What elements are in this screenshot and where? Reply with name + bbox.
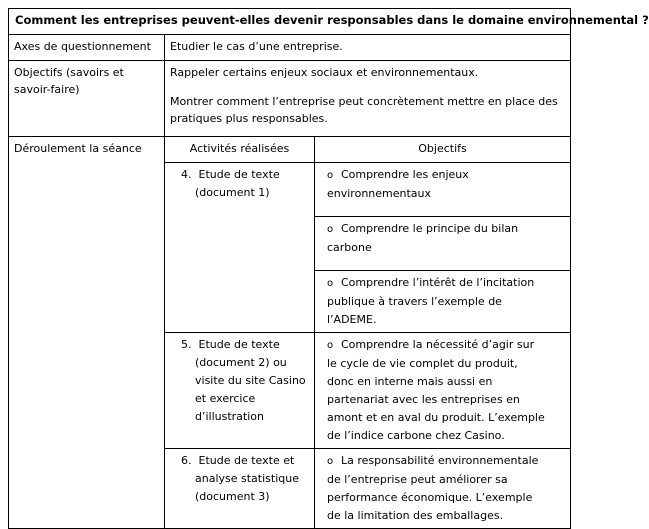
objectifs-label-line2: savoir-faire) (14, 83, 80, 96)
bullet-icon: o (327, 456, 334, 467)
objectifs-paragraph-2 (170, 93, 565, 127)
objective-line: partenariat avec les entreprises en (327, 393, 520, 406)
activity-line: (document 1) (195, 186, 270, 199)
activity-line: et exercice (195, 392, 256, 405)
activity-line: (document 2) ou (195, 356, 287, 369)
column-header-activites: Activités réalisées (165, 137, 315, 163)
objective-line: le cycle de vie complet du produit, (327, 357, 518, 370)
objectifs-value (165, 61, 571, 137)
objective-4 (315, 333, 571, 449)
objective-line: performance économique. L’exemple (327, 491, 533, 504)
objectifs-label-line1: Objectifs (savoirs et (14, 66, 124, 79)
objective-line: l’ADEME. (327, 313, 377, 326)
axes-label: Axes de questionnement (9, 35, 165, 61)
objectifs-label (9, 61, 165, 137)
objective-line: donc en interne mais aussi en (327, 375, 493, 388)
objective-line: de l’indice carbone chez Casino. (327, 429, 505, 442)
column-header-objectifs: Objectifs (315, 137, 571, 163)
objective-line: publique à travers l’exemple de (327, 295, 502, 308)
objective-3 (315, 271, 571, 333)
activity-line: visite du site Casino (195, 374, 306, 387)
activity-line: 5. Etude de texte (181, 338, 280, 351)
lesson-plan-document (8, 8, 649, 522)
objective-2 (315, 217, 571, 271)
objective-1 (315, 163, 571, 217)
document-title: Comment les entreprises peuvent-elles devenir responsables dans le domaine environnemental ? (9, 9, 571, 35)
activity-4 (165, 163, 315, 333)
objective-line: o Comprendre la nécessité d’agir sur (327, 336, 564, 355)
objective-5 (315, 449, 571, 529)
objective-line: amont et en aval du produit. L’exemple (327, 411, 545, 424)
axes-value: Etudier le cas d’une entreprise. (165, 35, 571, 61)
objective-line: de la limitation des emballages. (327, 509, 504, 522)
objective-line: de l’entreprise peut améliorer sa (327, 473, 508, 486)
activity-6 (165, 449, 315, 529)
objectifs-paragraph-2-line1: Montrer comment l’entreprise peut concrètement mettre en place des (170, 95, 558, 108)
bullet-icon: o (327, 224, 334, 235)
objectifs-paragraph-1: Rappeler certains enjeux sociaux et environnementaux. (170, 66, 479, 79)
bullet-icon: o (327, 170, 334, 181)
activity-line: analyse statistique (195, 472, 299, 485)
bullet-icon: o (327, 340, 334, 351)
activity-line: 4. Etude de texte (181, 168, 280, 181)
lesson-plan-table (8, 8, 649, 529)
objective-line: o La responsabilité environnementale (327, 452, 564, 471)
objective-line: environnementaux (327, 187, 432, 200)
activity-line: (document 3) (195, 490, 270, 503)
objective-line: carbone (327, 241, 372, 254)
bullet-icon: o (327, 278, 334, 289)
objective-line: o Comprendre le principe du bilan (327, 220, 564, 239)
objective-line: o Comprendre les enjeux (327, 166, 564, 185)
activity-line: d’illustration (195, 410, 264, 423)
activity-line: 6. Etude de texte et (181, 454, 295, 467)
objectifs-paragraph-2-line2: pratiques plus responsables. (170, 112, 328, 125)
activity-5 (165, 333, 315, 449)
objective-line: o Comprendre l’intérêt de l’incitation (327, 274, 564, 293)
deroulement-label: Déroulement la séance (9, 137, 165, 529)
